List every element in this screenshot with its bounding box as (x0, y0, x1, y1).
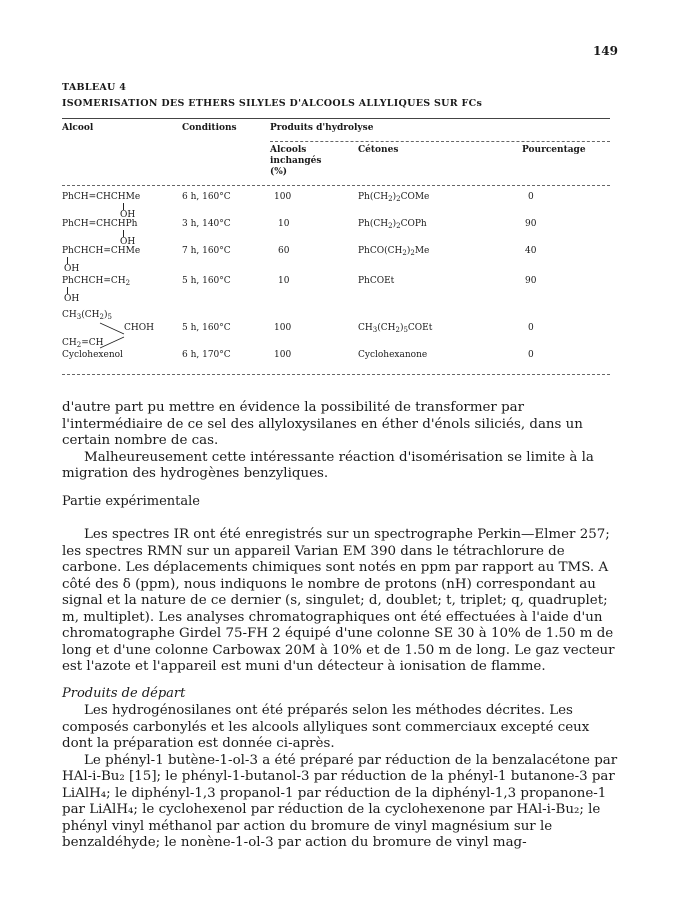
table-body: PhCH=CHCHMe OH 6 h, 160°C 100 $Ph(CH_2)_2COMe$ 0 PhCH=CHCHPh OH 3 h, 140°C 10 $Ph(CH_2)_2COPh$ 90 PhCHCH=CHMe OH 7 h, 160°C 60 $PhCO(CH_2)_2Me$ 40 $PhCHCH=CH_2$ OH 5 h, 160°C 10 PhCOEt 90 $CH_3(CH_2)_5$ CHOH $CH_2=CH$ 5 h, 160°C 100 $CH_3(CH_2)_5COEt$ 0 Cyclohexenol 6 h, 170°C 100 Cyclohexanone 0 (62, 192, 537, 360)
header-pourcentage: Pourcentage (522, 145, 586, 155)
section-heading-produits: Produits de départ (62, 686, 186, 701)
experimental-text (62, 527, 620, 676)
produits-text (62, 703, 620, 852)
table-bottom-rule (62, 374, 610, 375)
header-produits: Produits d'hydrolyse (270, 123, 374, 133)
table-subheader (62, 141, 610, 185)
table-label: TABLEAU 4 (62, 82, 127, 93)
header-alcools-inchanges: Alcools inchangés (%) (270, 145, 322, 177)
header-alcool: Alcool (62, 123, 94, 133)
paragraph: Les spectres IR ont été enregistrés sur un spectrographe Perkin—Elmer 257; les spectres RMN sur un appareil Varian EM 390 dans le tétrachlorure de carbone. Les déplacements chimiques sont notés en ppm par rapport au TMS. A côté des δ (ppm), nous indiquons le nombre de protons (nH) correspondant au signal et la nature de ce dernier (s, singulet; d, doublet; t, triplet; q, quadruplet; m, multiplet). Les analyses chromatographiques ont été effectuées à l'aide d'un chromatographe Girdel 75-FH 2 équipé d'une colonne SE 30 à 10% de 1.50 m de long et d'une colonne Carbowax 20M à 10% et de 1.50 m de long. Le gaz vecteur est l'azote et l'appareil est muni d'un détecteur à ionisation de flamme. (62, 527, 615, 674)
paragraph: d'autre part pu mettre en évidence la possibilité de transformer par l'intermédiaire de ce sel des allyloxysilanes en éther d'énols siliciés, dans un certain nombre de cas. (62, 400, 583, 448)
header-conditions: Conditions (182, 123, 237, 133)
paragraph: Les hydrogénosilanes ont été préparés selon les méthodes décrites. Les composés carbonylés et les alcools allyliques sont commerciaux excepté ceux dont la préparation est donnée ci-après. (62, 703, 590, 751)
table-4 (62, 80, 610, 375)
paragraph: Le phényl-1 butène-1-ol-3 a été préparé par réduction de la benzalacétone par HAl-i-Bu₂ [15]; le phényl-1-butanol-3 par réduction de la phényl-1 butanone-3 par LiAlH₄; le diphényl-1,3 propanol-1 par réduction de la diphényl-1,3 propanone-1 par LiAlH₄; le cyclohexenol par réduction de la cyclohexenone par HAl-i-Bu₂; le phényl vinyl méthanol par action du bromure de vinyl magnésium sur le benzaldéhyde; le nonène-1-ol-3 par action du bromure de vinyl mag- (62, 752, 618, 850)
header-cetones: Cétones (358, 145, 399, 155)
table-title: ISOMERISATION DES ETHERS SILYLES D'ALCOOLS ALLYLIQUES SUR FCs (62, 98, 483, 109)
table-header (62, 119, 610, 141)
paragraph: Malheureusement cette intéressante réaction d'isomérisation se limite à la migration des hydrogènes benzyliques. (62, 449, 594, 481)
intro-text (62, 400, 620, 483)
section-heading-experimental: Partie expérimentale (62, 494, 200, 509)
page-number: 149 (592, 44, 618, 58)
